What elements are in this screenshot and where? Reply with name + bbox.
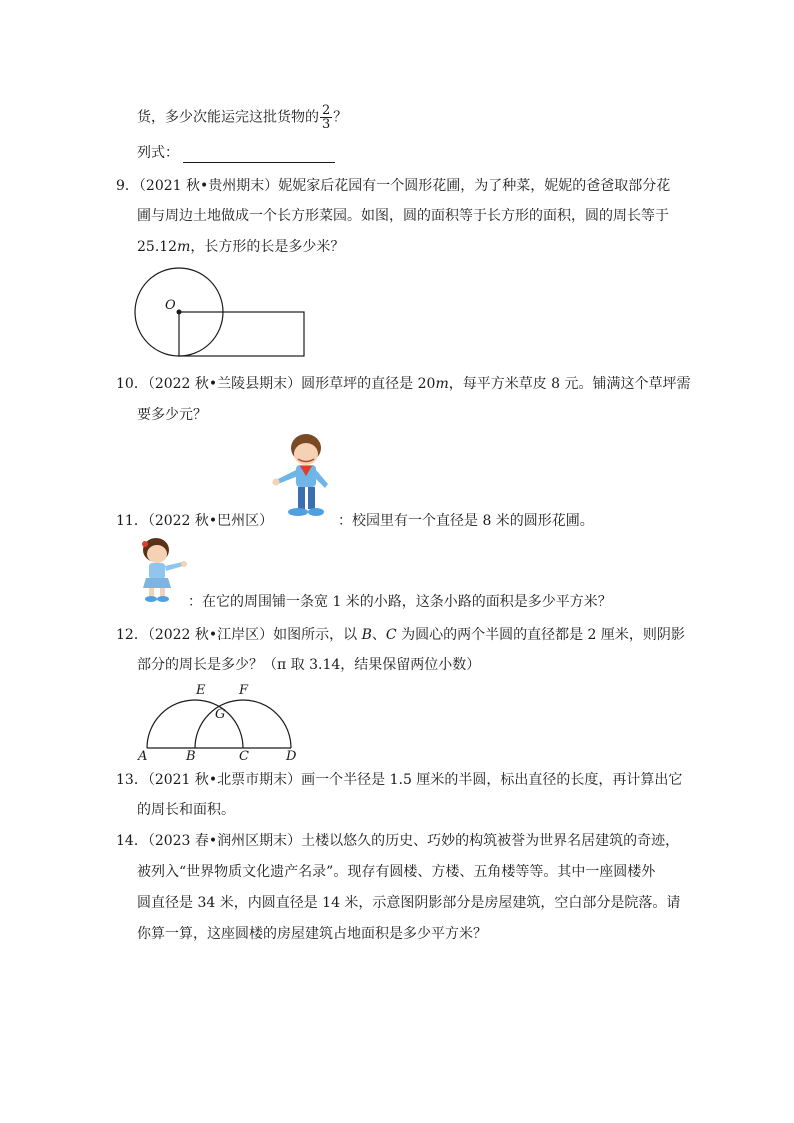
q9-figure xyxy=(130,264,315,364)
q13-source: （2021 秋•北票市期末） xyxy=(147,772,302,788)
q9-rectangle xyxy=(179,312,304,356)
q9-text-3: ，长方形的长是多少米？ xyxy=(190,239,345,255)
q11-boy-speech: ：校园里有一个直径是 8 米的圆形花圃。 xyxy=(338,513,594,529)
q9-source: （2021 秋•贵州期末） xyxy=(138,178,279,194)
q12-line1 xyxy=(116,625,685,645)
q9-line2: 圃与周边土地做成一个长方形菜园。如图，圆的面积等于长方形的面积，圆的周长等于 xyxy=(137,208,669,224)
q11-number: 11． xyxy=(116,513,148,529)
q12-point-b: B xyxy=(361,627,372,643)
q8-fraction xyxy=(320,104,332,131)
q14-line1 xyxy=(116,831,679,851)
q12-label-c: C xyxy=(239,749,249,762)
q9-number: 9． xyxy=(116,178,139,194)
q12-label-b: B xyxy=(186,749,196,762)
q12-number: 12． xyxy=(116,627,148,643)
q12-label-e: E xyxy=(196,683,206,698)
q14-number: 14． xyxy=(116,833,148,849)
q8-line-suffix: ？ xyxy=(333,109,348,126)
q8-line-prefix: 货，多少次能运完这批货物的 xyxy=(137,109,319,126)
q8-formula xyxy=(137,143,335,163)
girl-cartoon-icon xyxy=(136,536,192,604)
q14-line2: 被列入“世界物质文化遗产名录”。现存有圆楼、方楼、五角楼等等。其中一座圆楼外 xyxy=(137,864,656,880)
q9-center-dot xyxy=(177,310,182,315)
q10-text-b: ，每平方米草皮 8 元。铺满这个草坪需 xyxy=(448,376,691,392)
q8-formula-label: 列式： xyxy=(137,145,179,161)
q12-label-d: D xyxy=(286,749,297,762)
q12-label-f: F xyxy=(239,683,249,698)
q14-source: （2023 春•润州区期末） xyxy=(147,833,302,849)
q12-text-b: 为圆心的两个半圆的直径都是 2 厘米，则阴影 xyxy=(396,627,685,643)
q12-sep: 、 xyxy=(371,627,386,643)
q8-answer-blank[interactable] xyxy=(183,148,335,163)
q9-unit: m xyxy=(177,239,191,255)
q13-number: 13． xyxy=(116,772,148,788)
q12-figure xyxy=(132,678,302,762)
q12-text-a: 如图所示，以 xyxy=(273,627,362,643)
q13-line1 xyxy=(116,770,682,790)
q10-text-a: 圆形草坪的直径是 20 xyxy=(301,376,436,392)
q13-line2: 的周长和面积。 xyxy=(137,802,235,818)
q8-frac-den: 3 xyxy=(322,117,331,132)
q11-girl-speech: ：在它的周围铺一条宽 1 米的小路，这条小路的面积是多少平方米？ xyxy=(188,594,612,610)
q9-text-1: 妮妮家后花园有一个圆形花圃，为了种菜，妮妮的爸爸取部分花 xyxy=(278,178,671,194)
q10-source: （2022 秋•兰陵县期末） xyxy=(147,376,302,392)
q10-line2: 要多少元？ xyxy=(137,407,207,423)
q10-line1 xyxy=(116,374,691,394)
q14-line3: 圆直径是 34 米，内圆直径是 14 米，示意图阴影部分是房屋建筑，空白部分是院落。请 xyxy=(137,895,681,911)
q13-text-1: 画一个半径是 1.5 厘米的半圆，标出直径的长度，再计算出它 xyxy=(301,772,683,788)
q9-value: 25.12 xyxy=(137,239,178,255)
q12-point-c: C xyxy=(385,627,397,643)
q12-label-g: G xyxy=(215,707,226,722)
q9-label-o: O xyxy=(165,298,176,313)
q12-line2: 部分的周长是多少？（π 取 3.14，结果保留两位小数） xyxy=(137,657,481,673)
q14-text-1: 土楼以悠久的历史、巧妙的构筑被誉为世界名居建筑的奇迹， xyxy=(301,833,680,849)
q9-line1 xyxy=(116,176,670,196)
q8-frac-num: 2 xyxy=(322,103,331,118)
q10-unit: m xyxy=(435,376,449,392)
q10-number: 10． xyxy=(116,376,148,392)
q14-line4: 你算一算，这座圆楼的房屋建筑占地面积是多少平方米？ xyxy=(137,926,487,942)
q11-source: （2022 秋•巴州区） xyxy=(147,513,274,529)
q12-source: （2022 秋•江岸区） xyxy=(147,627,274,643)
q12-label-a: A xyxy=(138,749,148,762)
boy-cartoon-icon xyxy=(270,432,338,522)
q11-line1 xyxy=(116,511,273,531)
q9-line3 xyxy=(137,237,344,257)
q8-text xyxy=(137,104,347,131)
